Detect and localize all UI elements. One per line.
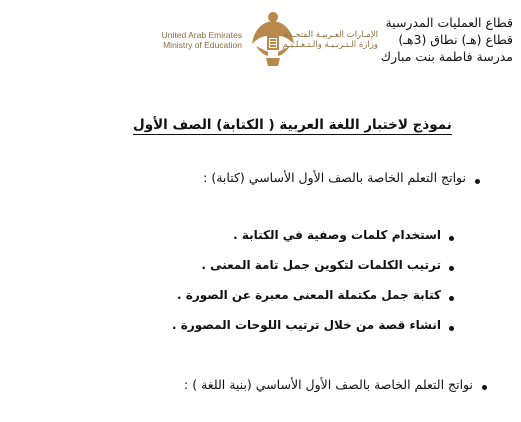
bullet-icon	[482, 385, 487, 390]
section2-heading: نواتج التعلم الخاصة بالصف الأول الأساسي (بنية اللغة ) :	[184, 377, 473, 392]
ministry-ar	[282, 30, 378, 50]
bullet-icon	[449, 296, 454, 301]
school-line: مدرسة فاطمة بنت مبارك	[380, 49, 513, 64]
ministry-en	[160, 30, 242, 50]
ministry-ar-line2: وزارة الـتـربـيـة والـتـعـلـيـم	[282, 40, 378, 50]
section1-heading: نواتج التعلم الخاصة بالصف الأول الأساسي (كتابة) :	[203, 170, 466, 185]
bullet-icon	[449, 266, 454, 271]
ministry-en-line2: Ministry of Education	[163, 40, 242, 50]
bullet-icon	[475, 179, 480, 184]
zone-line: قطاع (هـ) نطاق (3هـ)	[398, 32, 513, 47]
bullet-icon	[449, 236, 454, 241]
school-info	[381, 14, 513, 65]
bullet-icon	[449, 326, 454, 331]
ministry-en-line1: United Arab Emirates	[161, 30, 242, 40]
document-title: نموذج لاختبار اللغة العربية ( الكتابة) الصف الأول	[133, 117, 452, 133]
list-item: انشاء قصة من خلال ترتيب اللوحات المصورة .	[172, 318, 441, 332]
ministry-ar-line1: الإمـارات العـربيـة المتحـدة	[283, 30, 378, 40]
list-item: كتابة جمل مكتملة المعنى معبرة عن الصورة .	[177, 288, 441, 302]
list-item: استخدام كلمات وصفية في الكتابة .	[233, 228, 441, 242]
list-item: ترتيب الكلمات لتكوين جمل تامة المعنى .	[201, 258, 441, 272]
sector-line: قطاع العمليات المدرسية	[385, 15, 513, 30]
